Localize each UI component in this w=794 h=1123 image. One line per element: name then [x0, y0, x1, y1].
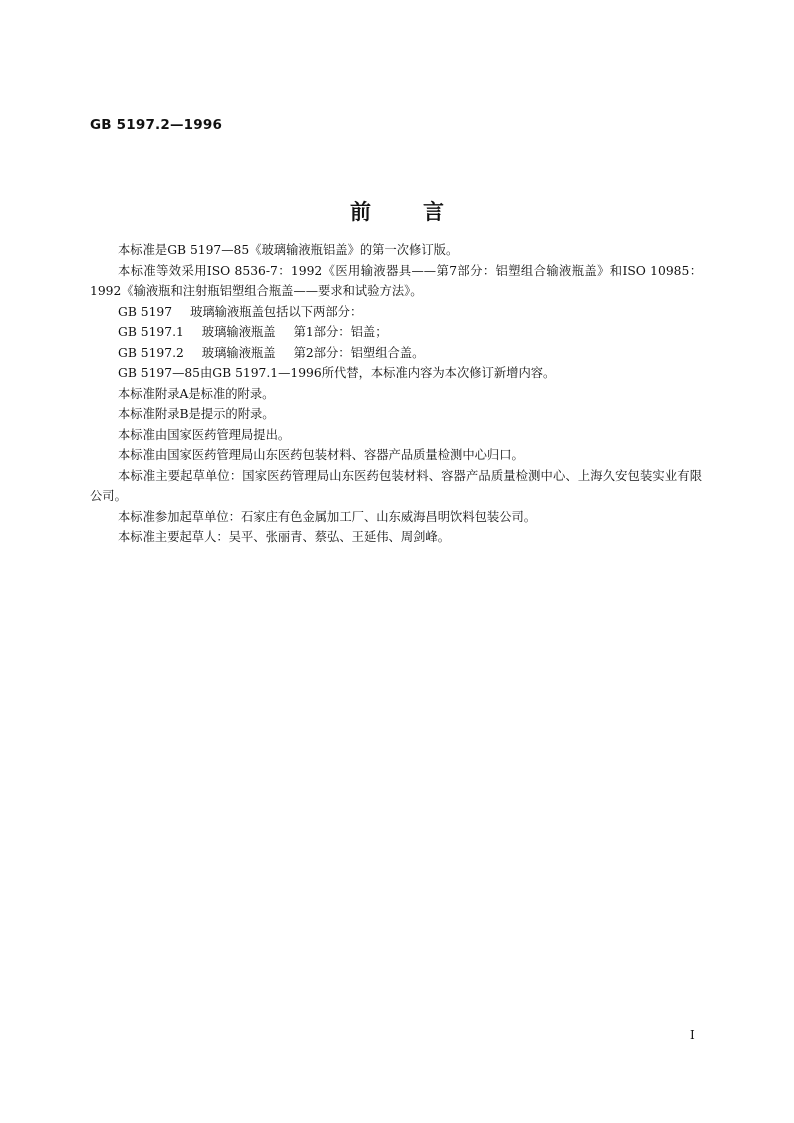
paragraph-replacement: GB 5197—85由GB 5197.1—1996所代替，本标准内容为本次修订新增内容。 — [118, 366, 556, 380]
paragraph-equivalence: 本标准等效采用ISO 8536-7：1992《医用输液器具——第7部分：铝塑组合输液瓶盖》和ISO 10985：1992《输液瓶和注射瓶铝塑组合瓶盖——要求和试验方法》。 — [90, 263, 702, 298]
parts-intro-code: GB 5197 — [118, 304, 173, 319]
page-number: I — [690, 1028, 695, 1042]
parts-intro-text: 玻璃输液瓶盖包括以下两部分： — [190, 304, 363, 319]
paragraph-revision: 本标准是GB 5197—85《玻璃输液瓶铝盖》的第一次修订版。 — [118, 243, 459, 257]
paragraph-participating-org: 本标准参加起草单位：石家庄有色金属加工厂、山东威海昌明饮料包装公司。 — [118, 509, 537, 524]
foreword-body — [90, 240, 702, 548]
part-1-code: GB 5197.1 — [118, 325, 184, 339]
part-2-name: 玻璃输液瓶盖 — [201, 345, 276, 360]
paragraph-annex-b: 本标准附录B是提示的附录。 — [118, 407, 275, 421]
page-title: 前言 — [350, 200, 496, 224]
part-1-name: 玻璃输液瓶盖 — [201, 325, 276, 339]
paragraph-centralized: 本标准由国家医药管理局山东医药包装材料、容器产品质量检测中心归口。 — [118, 448, 524, 462]
standard-number: GB 5197.2—1996 — [90, 117, 223, 133]
part-2-code: GB 5197.2 — [118, 345, 184, 360]
paragraph-main-drafters-org: 本标准主要起草单位：国家医药管理局山东医药包装材料、容器产品质量检测中心、上海久安包装实业有限公司。 — [90, 468, 702, 503]
paragraph-annex-a: 本标准附录A是标准的附录。 — [118, 386, 275, 401]
paragraph-parts-intro — [90, 302, 702, 323]
paragraph-main-drafters: 本标准主要起草人：吴平、张丽青、蔡弘、王延伟、周剑峰。 — [118, 530, 451, 544]
paragraph-proposer: 本标准由国家医药管理局提出。 — [118, 427, 291, 442]
part-2-title: 第2部分：铝塑组合盖。 — [293, 345, 425, 360]
paragraph-part-1 — [90, 322, 702, 343]
paragraph-part-2 — [90, 343, 702, 364]
part-1-title: 第1部分：铝盖； — [293, 325, 388, 339]
